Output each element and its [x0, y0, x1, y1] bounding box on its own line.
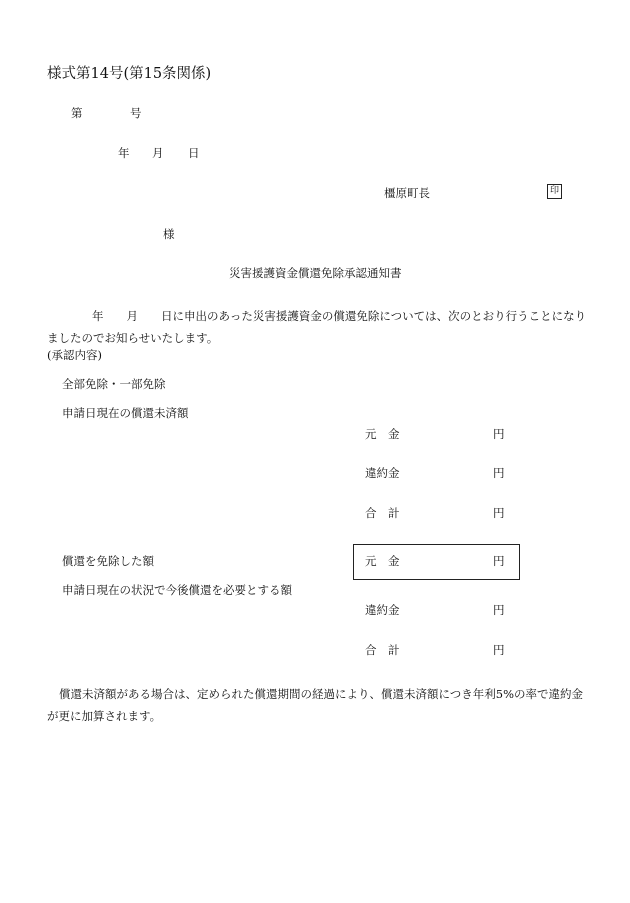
exemption-type: 全部免除・一部免除 — [62, 377, 166, 391]
unpaid-penalty-unit: 円 — [493, 466, 505, 480]
unpaid-principal-unit: 円 — [493, 427, 505, 441]
approval-header: (承認内容) — [47, 348, 102, 362]
unpaid-principal-label: 元 金 — [365, 427, 400, 441]
body-paragraph: 年 月 日に申出のあった災害援護資金の償還免除については、次のとおり行うことになりましたのでお知らせいたします。 — [47, 309, 587, 345]
document-title: 災害援護資金償還免除承認通知書 — [229, 266, 402, 280]
date-month: 月 — [152, 146, 164, 160]
exempt-principal-label: 元 金 — [365, 554, 400, 568]
required-total-unit: 円 — [493, 643, 505, 657]
unpaid-total-unit: 円 — [493, 506, 505, 520]
unpaid-section-label: 申請日現在の償還未済額 — [62, 406, 189, 420]
required-penalty-unit: 円 — [493, 603, 505, 617]
date-year: 年 — [118, 146, 130, 160]
form-title: 様式第14号(第15条関係) — [47, 66, 212, 82]
required-section-label: 申請日現在の状況で今後償還を必要とする額 — [62, 583, 292, 597]
seal-mark: 印 — [547, 184, 562, 199]
issuer-name: 橿原町長 — [384, 186, 430, 200]
unpaid-penalty-label: 違約金 — [365, 466, 400, 480]
unpaid-total-label: 合 計 — [365, 506, 400, 520]
addressee-suffix: 様 — [163, 227, 175, 241]
required-total-label: 合 計 — [365, 643, 400, 657]
doc-number-suffix: 号 — [130, 106, 142, 120]
exempt-principal-unit: 円 — [493, 554, 505, 568]
date-day: 日 — [188, 146, 200, 160]
doc-number-prefix: 第 — [71, 106, 83, 120]
footer-note: 償還未済額がある場合は、定められた償還期間の経過により、償還未済額につき年利5%の率で違約金が更に加算されます。 — [47, 687, 584, 723]
required-penalty-label: 違約金 — [365, 603, 400, 617]
exempt-section-label: 償還を免除した額 — [62, 554, 154, 568]
